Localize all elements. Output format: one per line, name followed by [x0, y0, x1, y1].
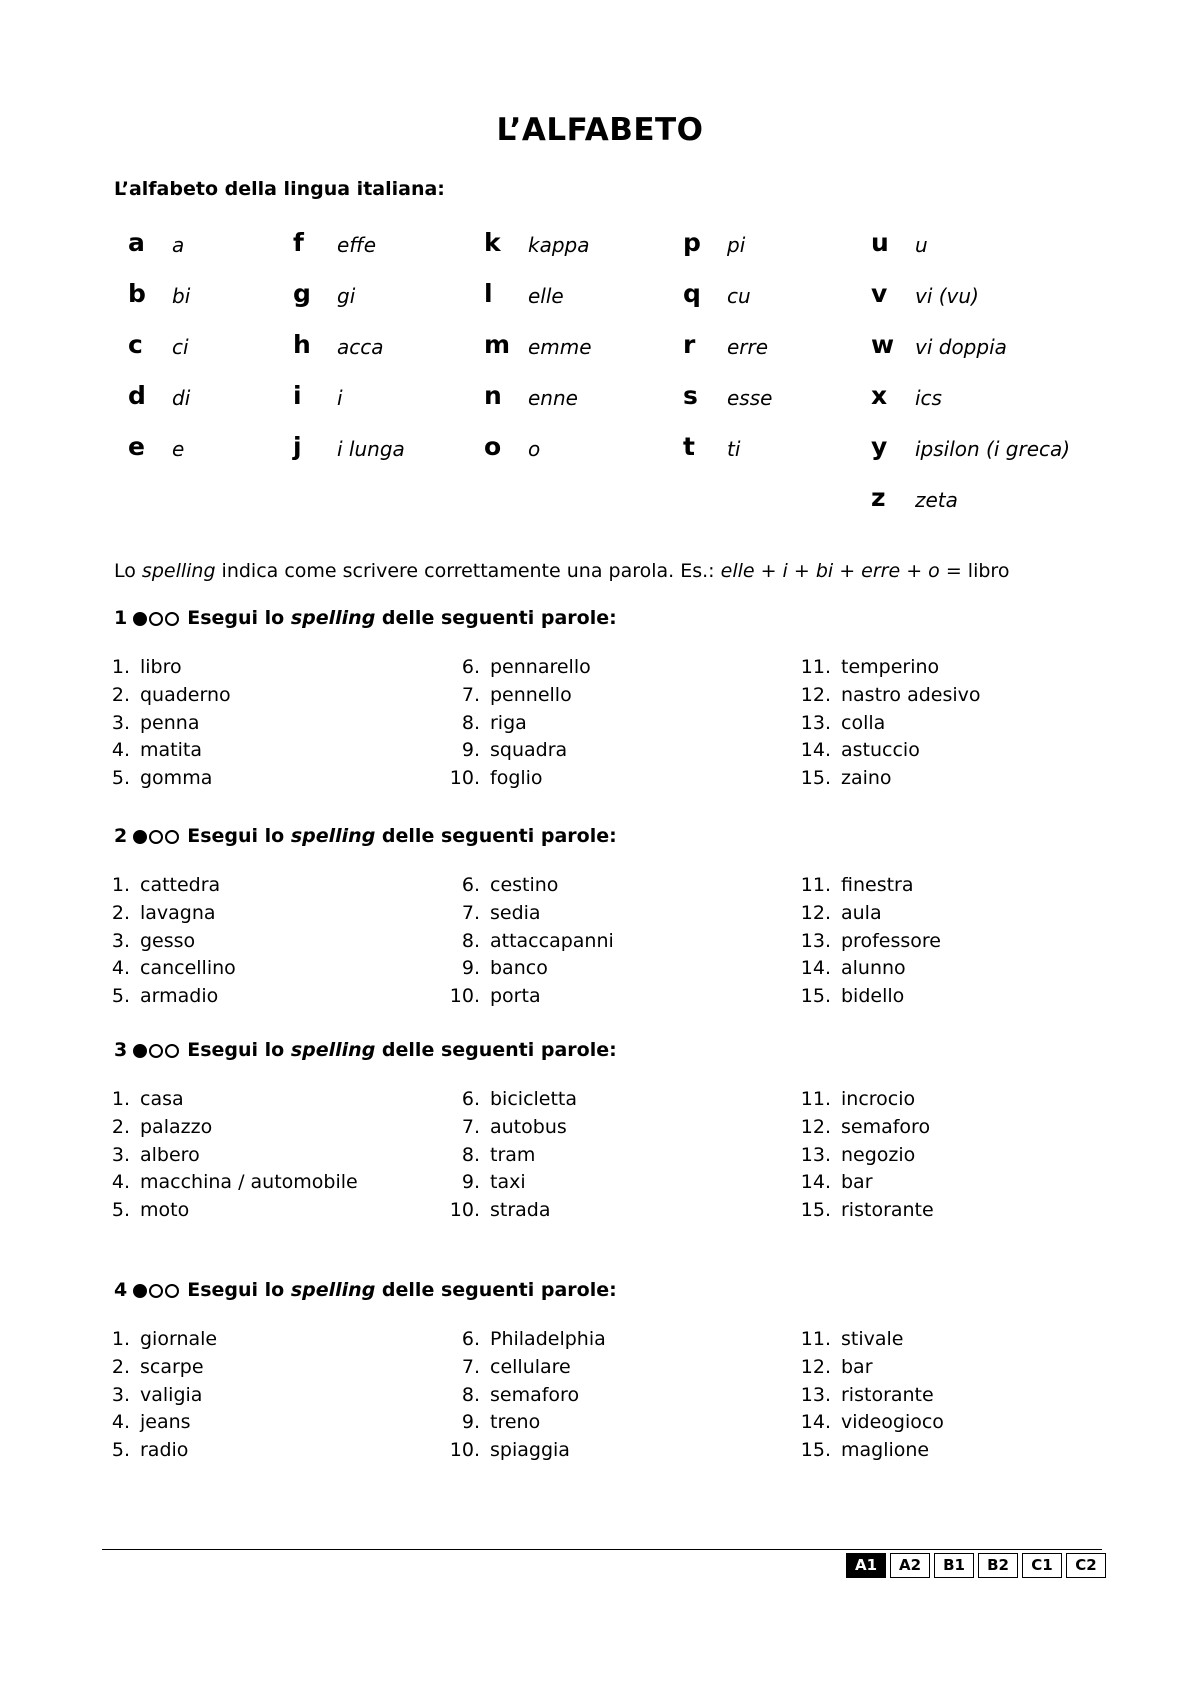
list-item-number: 8. — [461, 1143, 480, 1166]
list-item — [434, 874, 558, 902]
list-item-number: 7. — [461, 683, 480, 706]
list-item-word: cattedra — [140, 874, 221, 896]
list-item-word: giornale — [140, 1328, 218, 1350]
difficulty-dots-icon — [133, 827, 181, 849]
list-item — [434, 1171, 526, 1199]
alphabet-letter-name: ci — [172, 335, 189, 359]
list-item — [434, 684, 572, 712]
alphabet-letter: f — [293, 228, 304, 257]
exercise-instruction-end: delle seguenti parole: — [375, 607, 617, 629]
list-item-word: negozio — [841, 1143, 916, 1166]
list-item — [434, 1384, 579, 1412]
list-item-word: tram — [490, 1143, 536, 1166]
list-item-number: 4. — [111, 1171, 130, 1194]
list-item — [785, 930, 941, 958]
list-item — [434, 1144, 535, 1172]
list-item — [84, 1171, 358, 1199]
alphabet-letter: s — [683, 381, 698, 410]
list-item-number: 8. — [461, 1383, 480, 1406]
alphabet-letter-name: pi — [727, 233, 746, 257]
alphabet-letter: j — [293, 432, 302, 461]
level-badge-b2: B2 — [978, 1553, 1018, 1578]
page-title: L’ALFABETO — [496, 112, 704, 148]
list-item-word: taxi — [490, 1171, 526, 1194]
list-item-word: bidello — [841, 985, 905, 1008]
alphabet-letter-name: zeta — [915, 488, 958, 512]
list-item — [785, 902, 882, 930]
list-item-number: 15. — [800, 1199, 831, 1222]
list-item — [84, 1411, 191, 1439]
list-item — [84, 1384, 202, 1412]
empty-circle-icon — [149, 830, 163, 844]
list-item-word: matita — [140, 739, 202, 762]
alphabet-letter: y — [871, 432, 888, 461]
list-item-word: quaderno — [140, 683, 231, 706]
word-list — [0, 656, 1000, 796]
list-item-number: 10. — [449, 1199, 480, 1222]
list-item-number: 6. — [461, 1328, 480, 1350]
alphabet-letter-name: ics — [915, 386, 942, 410]
list-item — [84, 1199, 189, 1227]
list-item-number: 2. — [111, 683, 130, 706]
list-item-number: 5. — [111, 1199, 130, 1222]
list-item-number: 9. — [461, 739, 480, 762]
alphabet-letter: u — [871, 228, 889, 257]
list-item-number: 6. — [461, 1088, 480, 1110]
list-item — [84, 1439, 188, 1467]
alphabet-letter: l — [484, 279, 493, 308]
list-item — [434, 902, 541, 930]
list-item-word: moto — [140, 1199, 190, 1222]
exercise-heading — [114, 607, 617, 631]
list-item-number: 13. — [800, 1383, 831, 1406]
exercise-instruction-italic: spelling — [290, 607, 376, 629]
list-item — [84, 712, 199, 740]
list-item-word: penna — [140, 711, 200, 734]
list-item — [785, 656, 939, 684]
alphabet-letter: k — [484, 228, 501, 257]
list-item — [434, 930, 614, 958]
alphabet-letter-name: erre — [727, 335, 769, 359]
alphabet-letter-name: i lunga — [337, 437, 405, 461]
exercise-heading — [114, 825, 617, 849]
level-badge-a1: A1 — [846, 1553, 886, 1578]
alphabet-letter: g — [293, 279, 311, 308]
exercise-instruction-italic: spelling — [290, 1279, 376, 1301]
list-item-number: 7. — [461, 1115, 480, 1138]
list-item-number: 5. — [111, 1439, 130, 1462]
list-item-number: 11. — [800, 656, 831, 678]
list-item — [434, 1199, 551, 1227]
empty-circle-icon — [165, 830, 179, 844]
word-list — [0, 874, 1000, 1014]
alphabet-letter-name: emme — [528, 335, 592, 359]
list-item-number: 13. — [800, 711, 831, 734]
list-item — [785, 1411, 944, 1439]
list-item-number: 4. — [111, 739, 130, 762]
alphabet-letter: r — [683, 330, 696, 359]
alphabet-letter-name: ti — [727, 437, 741, 461]
list-item-number: 8. — [461, 929, 480, 952]
list-item-number: 10. — [449, 1439, 480, 1462]
list-item — [434, 985, 541, 1013]
list-item-word: gesso — [140, 929, 196, 952]
list-item — [785, 1116, 930, 1144]
filled-circle-icon — [133, 1044, 147, 1058]
list-item-word: cancellino — [140, 957, 236, 980]
intro-spelling: spelling — [141, 560, 216, 582]
list-item-number: 3. — [111, 1143, 130, 1166]
list-item — [84, 1116, 212, 1144]
list-item-word: foglio — [490, 767, 543, 790]
alphabet-letter: c — [128, 330, 143, 359]
list-item — [434, 1088, 577, 1116]
list-item — [785, 712, 885, 740]
alphabet-letter: t — [683, 432, 695, 461]
list-item-word: ristorante — [841, 1383, 934, 1406]
alphabet-letter: b — [128, 279, 146, 308]
list-item-word: treno — [490, 1411, 541, 1434]
list-item-word: valigia — [140, 1383, 203, 1406]
list-item-number: 2. — [111, 1115, 130, 1138]
level-badges — [842, 1553, 1106, 1578]
list-item-number: 9. — [461, 1171, 480, 1194]
list-item-word: bicicletta — [490, 1088, 578, 1110]
list-item — [84, 985, 218, 1013]
intro-lo: Lo — [114, 560, 142, 582]
alphabet-letter-name: a — [172, 233, 185, 257]
list-item-word: attaccapanni — [490, 929, 614, 952]
list-item — [84, 684, 231, 712]
exercise-instruction-italic: spelling — [290, 1039, 376, 1061]
list-item-number: 15. — [800, 985, 831, 1008]
exercise-instruction: Esegui lo — [187, 1279, 291, 1301]
alphabet-letter: a — [128, 228, 145, 257]
list-item — [84, 1144, 200, 1172]
list-item — [785, 1384, 934, 1412]
alphabet-letter: v — [871, 279, 888, 308]
list-item-number: 7. — [461, 1355, 480, 1378]
list-item-word: aula — [841, 901, 882, 924]
list-item-number: 14. — [800, 1411, 831, 1434]
list-item-word: semaforo — [841, 1115, 931, 1138]
list-item — [785, 1144, 915, 1172]
list-item-number: 15. — [800, 1439, 831, 1462]
empty-circle-icon — [165, 612, 179, 626]
list-item-word: ristorante — [841, 1199, 934, 1222]
list-item-word: videogioco — [841, 1411, 944, 1434]
filled-circle-icon — [133, 830, 147, 844]
alphabet-subtitle: L’alfabeto della lingua italiana: — [114, 178, 445, 200]
list-item-number: 13. — [800, 929, 831, 952]
list-item — [785, 1356, 873, 1384]
list-item-number: 4. — [111, 1411, 130, 1434]
list-item — [434, 957, 548, 985]
list-item — [84, 957, 236, 985]
list-item-number: 2. — [111, 1355, 130, 1378]
list-item-word: nastro adesivo — [841, 683, 981, 706]
exercise-heading — [114, 1279, 617, 1303]
level-badge-c2: C2 — [1066, 1553, 1106, 1578]
list-item-word: lavagna — [140, 901, 216, 924]
list-item-word: porta — [490, 985, 541, 1008]
list-item-word: cestino — [490, 874, 559, 896]
list-item-number: 3. — [111, 1383, 130, 1406]
list-item — [785, 1199, 934, 1227]
list-item — [434, 1356, 571, 1384]
level-badge-b1: B1 — [934, 1553, 974, 1578]
word-list — [0, 1088, 1000, 1228]
list-item-number: 3. — [111, 929, 130, 952]
list-item-word: squadra — [490, 739, 568, 762]
list-item-word: strada — [490, 1199, 551, 1222]
alphabet-letter-name: bi — [172, 284, 191, 308]
list-item-word: alunno — [841, 957, 906, 980]
list-item-word: bar — [841, 1355, 873, 1378]
exercise-number: 3 — [114, 1039, 128, 1061]
list-item — [84, 1328, 217, 1356]
list-item-number: 6. — [461, 656, 480, 678]
difficulty-dots-icon — [133, 1041, 181, 1063]
list-item — [785, 874, 914, 902]
list-item-number: 15. — [800, 767, 831, 790]
word-list — [0, 1328, 1000, 1468]
empty-circle-icon — [149, 1284, 163, 1298]
list-item-word: astuccio — [841, 739, 920, 762]
list-item-word: cellulare — [490, 1355, 571, 1378]
alphabet-letter: m — [484, 330, 511, 359]
alphabet-letter-name: kappa — [528, 233, 590, 257]
empty-circle-icon — [149, 612, 163, 626]
exercise-instruction-end: delle seguenti parole: — [375, 1039, 617, 1061]
difficulty-dots-icon — [133, 1281, 181, 1303]
list-item — [785, 1171, 873, 1199]
list-item-word: palazzo — [140, 1115, 213, 1138]
list-item-word: spiaggia — [490, 1439, 570, 1462]
exercise-instruction: Esegui lo — [187, 825, 291, 847]
list-item-word: incrocio — [841, 1088, 916, 1110]
list-item — [434, 739, 567, 767]
filled-circle-icon — [133, 1284, 147, 1298]
alphabet-letter-name: vi (vu) — [915, 284, 979, 308]
alphabet-letter-name: effe — [337, 233, 377, 257]
list-item-number: 1. — [111, 1088, 130, 1110]
list-item — [84, 739, 202, 767]
alphabet-letter-name: ipsilon (i greca) — [915, 437, 1071, 461]
list-item-number: 11. — [800, 874, 831, 896]
list-item-number: 5. — [111, 767, 130, 790]
list-item-number: 9. — [461, 1411, 480, 1434]
alphabet-letter: z — [871, 483, 886, 512]
alphabet-letter: o — [484, 432, 502, 461]
list-item-word: sedia — [490, 901, 541, 924]
list-item — [84, 874, 220, 902]
list-item-word: riga — [490, 711, 527, 734]
list-item — [84, 902, 216, 930]
filled-circle-icon — [133, 612, 147, 626]
list-item-number: 12. — [800, 683, 831, 706]
exercise-instruction-end: delle seguenti parole: — [375, 1279, 617, 1301]
list-item-number: 14. — [800, 957, 831, 980]
footer-rule — [102, 1549, 1102, 1550]
list-item-number: 2. — [111, 901, 130, 924]
intro-equals: = libro — [939, 560, 1010, 582]
list-item — [785, 957, 906, 985]
exercise-number: 4 — [114, 1279, 128, 1301]
alphabet-letter: q — [683, 279, 701, 308]
alphabet-letter-name: cu — [727, 284, 751, 308]
empty-circle-icon — [165, 1284, 179, 1298]
list-item-number: 4. — [111, 957, 130, 980]
list-item-number: 7. — [461, 901, 480, 924]
list-item — [785, 739, 920, 767]
alphabet-letter: d — [128, 381, 146, 410]
list-item-word: radio — [140, 1439, 189, 1462]
list-item-word: macchina / automobile — [140, 1171, 358, 1194]
intro-example: elle + i + bi + erre + o — [720, 560, 940, 582]
alphabet-letter-name: o — [528, 437, 541, 461]
alphabet-letter-name: vi doppia — [915, 335, 1007, 359]
list-item-number: 12. — [800, 1115, 831, 1138]
difficulty-dots-icon — [133, 609, 181, 631]
alphabet-letter: p — [683, 228, 701, 257]
alphabet-letter: h — [293, 330, 311, 359]
list-item-number: 10. — [449, 767, 480, 790]
list-item — [84, 930, 195, 958]
list-item-number: 10. — [449, 985, 480, 1008]
list-item-number: 5. — [111, 985, 130, 1008]
intro-text: indica come scrivere correttamente una parola. Es.: — [215, 560, 721, 582]
list-item-word: armadio — [140, 985, 219, 1008]
list-item — [84, 767, 212, 795]
list-item-word: stivale — [841, 1328, 904, 1350]
list-item — [785, 1088, 915, 1116]
list-item-word: semaforo — [490, 1383, 580, 1406]
exercise-instruction-end: delle seguenti parole: — [375, 825, 617, 847]
list-item — [434, 712, 527, 740]
list-item-word: pennarello — [490, 656, 591, 678]
list-item — [434, 1439, 570, 1467]
list-item-word: Philadelphia — [490, 1328, 606, 1350]
list-item-word: autobus — [490, 1115, 567, 1138]
level-badge-a2: A2 — [890, 1553, 930, 1578]
alphabet-letter: i — [293, 381, 302, 410]
list-item-number: 1. — [111, 656, 130, 678]
exercise-number: 2 — [114, 825, 128, 847]
list-item — [785, 767, 892, 795]
exercise-instruction-italic: spelling — [290, 825, 376, 847]
list-item-number: 1. — [111, 874, 130, 896]
alphabet-letter-name: u — [915, 233, 928, 257]
list-item-word: casa — [140, 1088, 184, 1110]
list-item-number: 14. — [800, 1171, 831, 1194]
alphabet-letter-name: elle — [528, 284, 564, 308]
list-item-number: 3. — [111, 711, 130, 734]
list-item-word: pennello — [490, 683, 572, 706]
alphabet-letter-name: enne — [528, 386, 578, 410]
alphabet-letter: e — [128, 432, 145, 461]
alphabet-letter: w — [871, 330, 895, 359]
list-item-word: scarpe — [140, 1355, 204, 1378]
list-item-number: 11. — [800, 1328, 831, 1350]
list-item — [434, 1328, 606, 1356]
exercise-number: 1 — [114, 607, 128, 629]
level-badge-c1: C1 — [1022, 1553, 1062, 1578]
list-item — [785, 1439, 929, 1467]
list-item — [785, 985, 904, 1013]
alphabet-letter-name: di — [172, 386, 191, 410]
list-item-number: 8. — [461, 711, 480, 734]
list-item — [434, 1116, 567, 1144]
list-item-number: 12. — [800, 901, 831, 924]
list-item-word: maglione — [841, 1439, 930, 1462]
exercise-instruction: Esegui lo — [187, 1039, 291, 1061]
list-item-word: bar — [841, 1171, 873, 1194]
list-item-number: 13. — [800, 1143, 831, 1166]
list-item-word: albero — [140, 1143, 200, 1166]
alphabet-letter-name: i — [337, 386, 343, 410]
list-item-word: zaino — [841, 767, 892, 790]
alphabet-letter-name: gi — [337, 284, 356, 308]
list-item — [84, 1088, 184, 1116]
list-item-number: 11. — [800, 1088, 831, 1110]
list-item-number: 9. — [461, 957, 480, 980]
list-item-word: banco — [490, 957, 548, 980]
list-item-number: 12. — [800, 1355, 831, 1378]
list-item-word: temperino — [841, 656, 940, 678]
list-item-number: 14. — [800, 739, 831, 762]
list-item — [84, 656, 182, 684]
list-item — [785, 684, 981, 712]
alphabet-letter-name: esse — [727, 386, 773, 410]
empty-circle-icon — [149, 1044, 163, 1058]
list-item-number: 1. — [111, 1328, 130, 1350]
list-item-word: libro — [140, 656, 182, 678]
exercise-heading — [114, 1039, 617, 1063]
list-item — [785, 1328, 903, 1356]
list-item-word: jeans — [140, 1411, 191, 1434]
list-item-word: professore — [841, 929, 941, 952]
list-item-word: gomma — [140, 767, 213, 790]
empty-circle-icon — [165, 1044, 179, 1058]
alphabet-letter-name: acca — [337, 335, 384, 359]
list-item — [84, 1356, 204, 1384]
list-item-number: 6. — [461, 874, 480, 896]
alphabet-letter: n — [484, 381, 502, 410]
list-item — [434, 767, 543, 795]
alphabet-letter: x — [871, 381, 888, 410]
list-item-word: finestra — [841, 874, 914, 896]
spelling-intro — [114, 560, 1009, 582]
list-item-word: colla — [841, 711, 886, 734]
exercise-instruction: Esegui lo — [187, 607, 291, 629]
list-item — [434, 1411, 540, 1439]
list-item — [434, 656, 591, 684]
alphabet-letter-name: e — [172, 437, 185, 461]
